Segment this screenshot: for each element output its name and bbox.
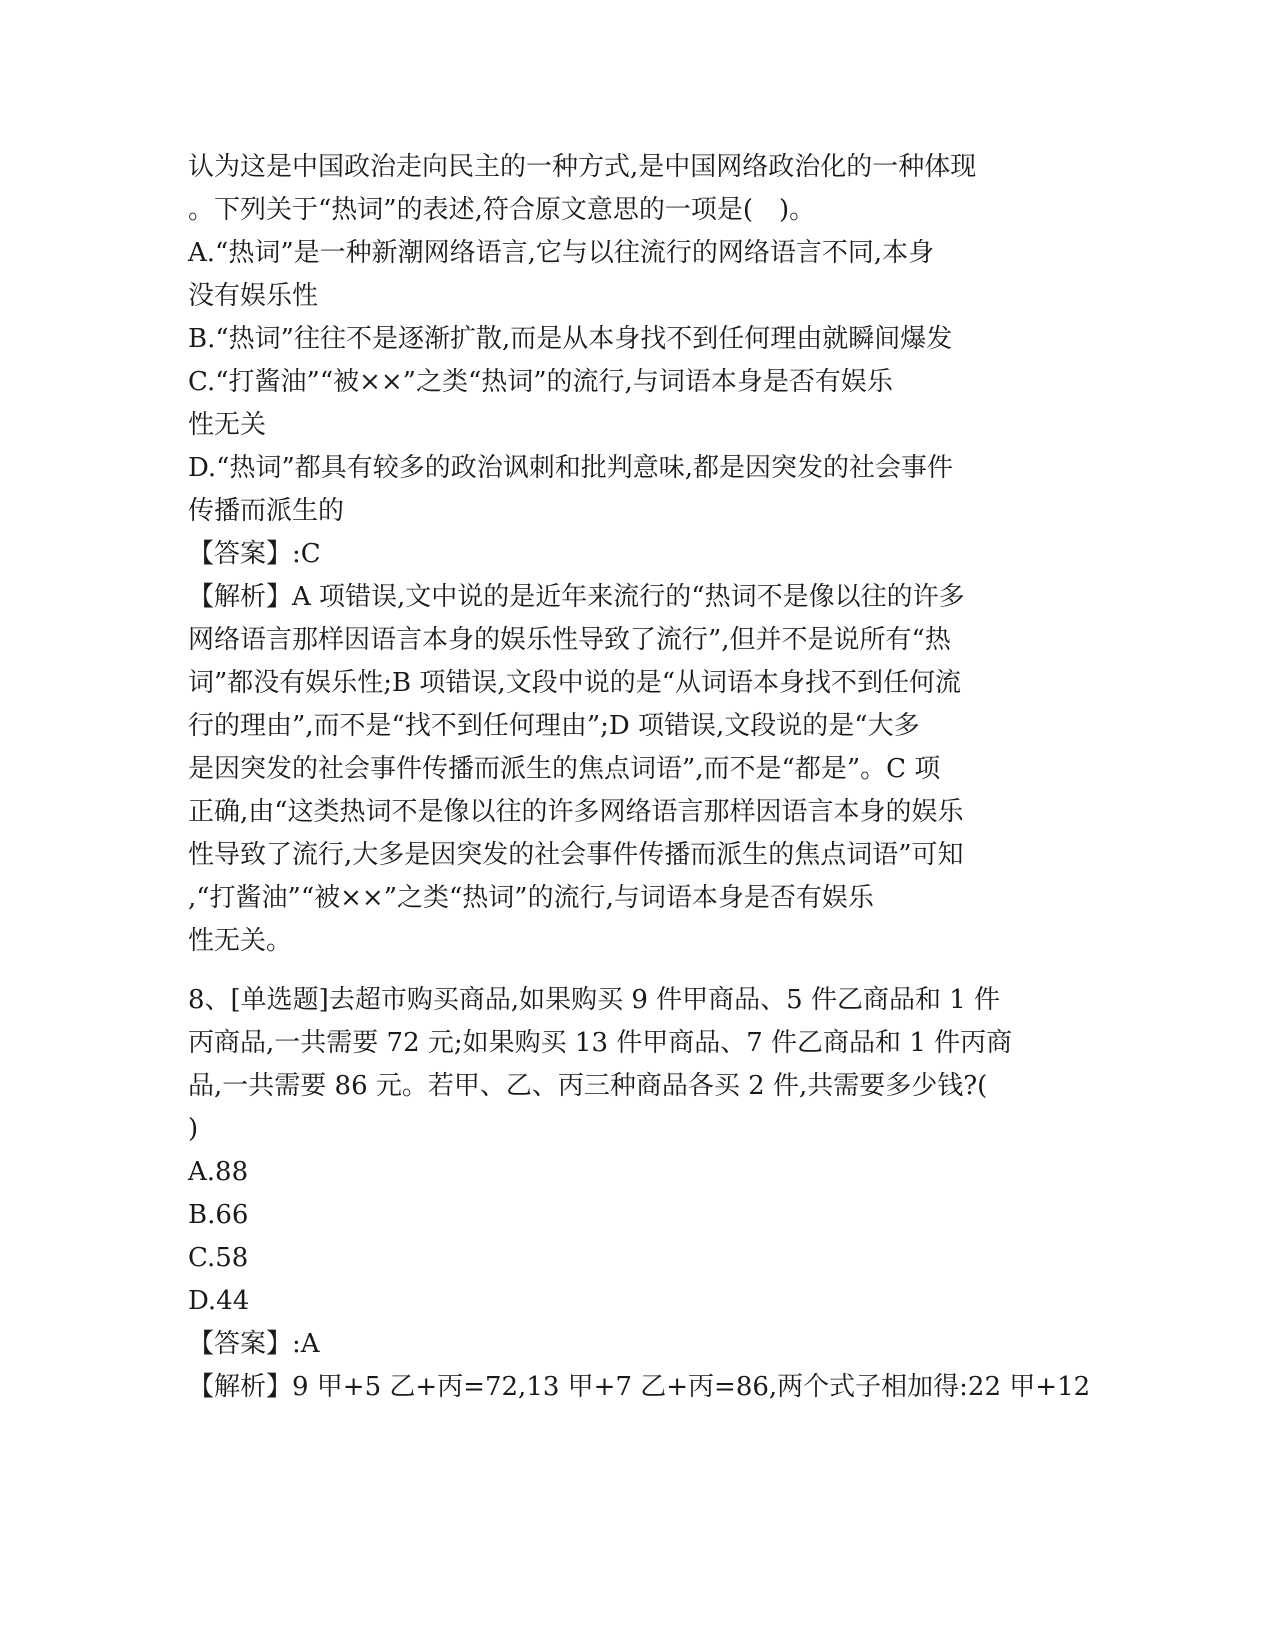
- section-gap: [188, 963, 1088, 979]
- text-line: 网络语言那样因语言本身的娱乐性导致了流行”,但并不是说所有“热: [188, 625, 951, 655]
- text-line: B.“热词”往往不是逐渐扩散,而是从本身找不到任何理由就瞬间爆发: [188, 324, 953, 354]
- text-line: 丙商品,一共需要 72 元;如果购买 13 件甲商品、7 件乙商品和 1 件丙商: [188, 1028, 1013, 1058]
- text-line: 性无关。: [188, 926, 293, 956]
- question-8-option-b: B.66: [188, 1200, 249, 1230]
- text-line: C.“打酱油”“被××”之类“热词”的流行,与词语本身是否有娱乐: [188, 367, 893, 397]
- question-7-option-d: [188, 447, 1088, 533]
- text-line: 词”都没有娱乐性;B 项错误,文段中说的是“从词语本身找不到任何流: [188, 668, 961, 698]
- question-8-option-d: D.44: [188, 1286, 250, 1316]
- text-line: ,“打酱油”“被××”之类“热词”的流行,与词语本身是否有娱乐: [188, 883, 874, 913]
- question-7-answer: 【答案】:C: [188, 539, 321, 569]
- text-line: 性无关: [188, 410, 267, 440]
- text-line: 【解析】A 项错误,文中说的是近年来流行的“热词不是像以往的许多: [188, 582, 965, 612]
- text-line: 是因突发的社会事件传播而派生的焦点词语”,而不是“都是”。C 项: [188, 754, 941, 784]
- text-line: ): [188, 1114, 199, 1144]
- text-line: 性导致了流行,大多是因突发的社会事件传播而派生的焦点词语”可知: [188, 840, 964, 870]
- question-8-option-a: A.88: [188, 1157, 249, 1187]
- text-line: 8、[单选题]去超市购买商品,如果购买 9 件甲商品、5 件乙商品和 1 件: [188, 985, 1001, 1015]
- text-line: 没有娱乐性: [188, 281, 319, 311]
- document-page: [188, 146, 1091, 1409]
- text-line: 。下列关于“热词”的表述,符合原文意思的一项是( )。: [188, 195, 816, 225]
- question-7-analysis: [188, 576, 1088, 963]
- text-line: 认为这是中国政治走向民主的一种方式,是中国网络政治化的一种体现: [188, 152, 977, 182]
- text-line: D.“热词”都具有较多的政治讽刺和批判意味,都是因突发的社会事件: [188, 453, 954, 483]
- question-7-option-b: [188, 318, 1088, 361]
- question-7-option-c: [188, 361, 1088, 447]
- question-8-answer: 【答案】:A: [188, 1329, 320, 1359]
- question-8-option-c: C.58: [188, 1243, 249, 1273]
- text-line: A.“热词”是一种新潮网络语言,它与以往流行的网络语言不同,本身: [188, 238, 935, 268]
- question-8-analysis: 【解析】9 甲+5 乙+丙=72,13 甲+7 乙+丙=86,两个式子相加得:22 甲+12: [188, 1372, 1091, 1402]
- question-8-stem: [188, 979, 1088, 1151]
- question-7-stem: [188, 146, 1088, 232]
- text-line: 传播而派生的: [188, 496, 345, 526]
- text-line: 正确,由“这类热词不是像以往的许多网络语言那样因语言本身的娱乐: [188, 797, 964, 827]
- text-line: 行的理由”,而不是“找不到任何理由”;D 项错误,文段说的是“大多: [188, 711, 920, 741]
- question-7-option-a: [188, 232, 1088, 318]
- text-line: 品,一共需要 86 元。若甲、乙、丙三种商品各买 2 件,共需要多少钱?(: [188, 1071, 988, 1101]
